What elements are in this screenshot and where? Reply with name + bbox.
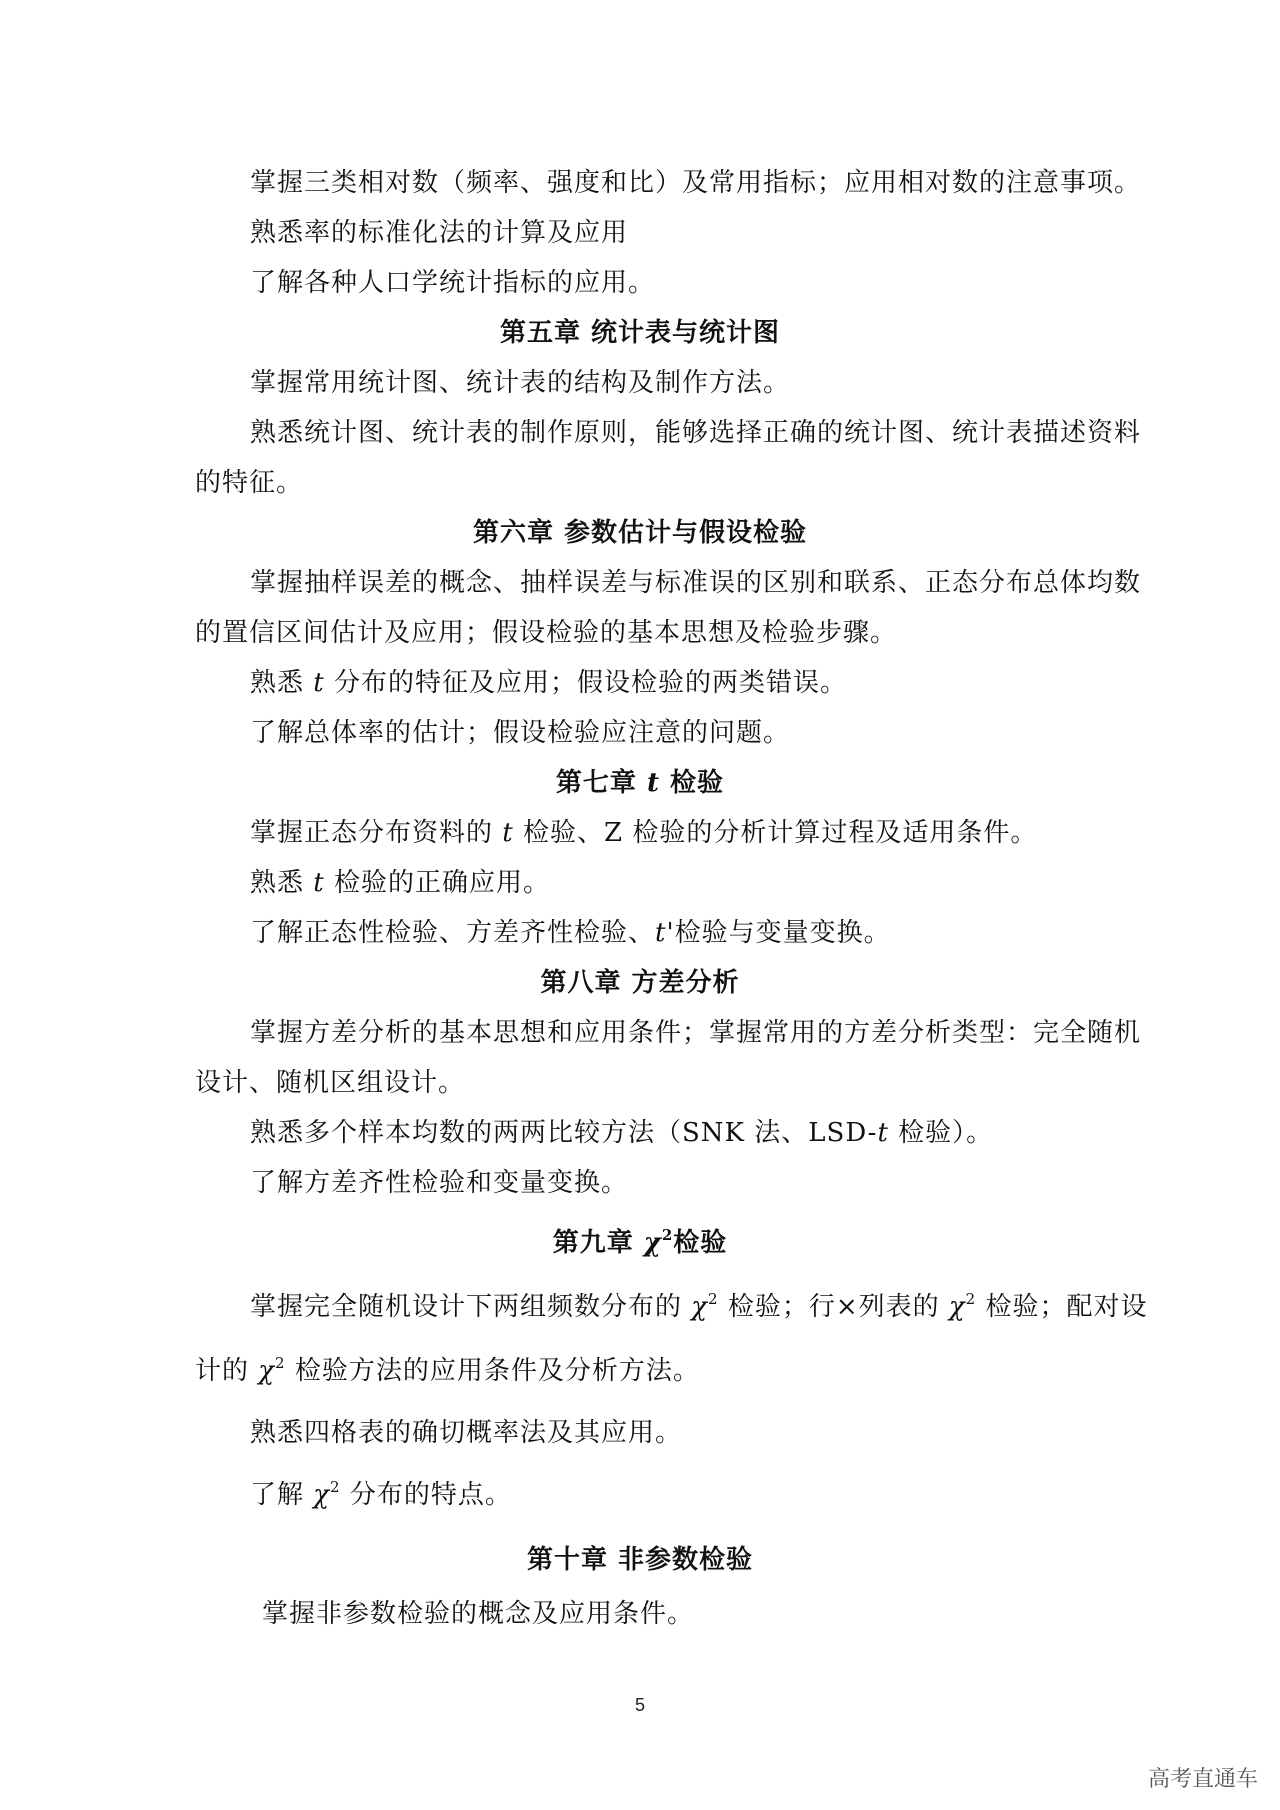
chapter-7-heading: 第七章 t 检验 <box>555 768 725 798</box>
paragraph-line: 掌握非参数检验的概念及应用条件。 <box>262 1599 695 1629</box>
chapter-6-heading: 第六章 参数估计与假设检验 <box>472 518 808 548</box>
paragraph-line: 熟悉多个样本均数的两两比较方法（SNK 法、LSD-t 检验）。 <box>250 1118 994 1148</box>
paragraph-line: 设计、随机区组设计。 <box>195 1068 466 1098</box>
paragraph-line: 熟悉 t 检验的正确应用。 <box>250 868 550 898</box>
paragraph-line: 掌握抽样误差的概念、抽样误差与标准误的区别和联系、正态分布总体均数 <box>250 568 1142 598</box>
paragraph-line: 了解总体率的估计；假设检验应注意的问题。 <box>250 718 791 748</box>
chapter-5-heading: 第五章 统计表与统计图 <box>499 318 781 348</box>
paragraph-line: 熟悉统计图、统计表的制作原则，能够选择正确的统计图、统计表描述资料 <box>250 418 1142 448</box>
chapter-9-heading: 第九章 $\chi^2$检验 <box>552 1226 728 1258</box>
paragraph-line: 掌握三类相对数（频率、强度和比）及常用指标；应用相对数的注意事项。 <box>250 168 1142 198</box>
paragraph-line: 的置信区间估计及应用；假设检验的基本思想及检验步骤。 <box>195 618 898 648</box>
chapter-8-heading: 第八章 方差分析 <box>540 968 740 998</box>
page-number: 5 <box>634 1695 645 1715</box>
paragraph-line: 了解各种人口学统计指标的应用。 <box>250 268 656 298</box>
paragraph-line: 了解 $\chi^2$ 分布的特点。 <box>250 1478 512 1510</box>
paragraph-line: 计的 $\chi^2$ 检验方法的应用条件及分析方法。 <box>195 1354 700 1386</box>
paragraph-line: 掌握完全随机设计下两组频数分布的 $\chi^2$ 检验；行×列表的 $\chi^2$ 检验；配对设 <box>250 1290 1148 1322</box>
paragraph-line: 掌握正态分布资料的 t 检验、Z 检验的分析计算过程及适用条件。 <box>250 818 1038 848</box>
paragraph-line: 熟悉率的标准化法的计算及应用 <box>250 218 629 248</box>
paragraph-line: 熟悉四格表的确切概率法及其应用。 <box>250 1418 683 1448</box>
paragraph-line: 的特征。 <box>195 468 304 498</box>
watermark: 高考直通车 <box>1147 1767 1258 1792</box>
chapter-10-heading: 第十章 非参数检验 <box>526 1545 754 1575</box>
paragraph-line: 熟悉 t 分布的特征及应用；假设检验的两类错误。 <box>250 668 847 698</box>
paragraph-line: 了解正态性检验、方差齐性检验、t'检验与变量变换。 <box>250 918 891 948</box>
paragraph-line: 掌握方差分析的基本思想和应用条件；掌握常用的方差分析类型：完全随机 <box>250 1018 1142 1048</box>
paragraph-line: 掌握常用统计图、统计表的结构及制作方法。 <box>250 368 791 398</box>
paragraph-line: 了解方差齐性检验和变量变换。 <box>250 1168 629 1198</box>
